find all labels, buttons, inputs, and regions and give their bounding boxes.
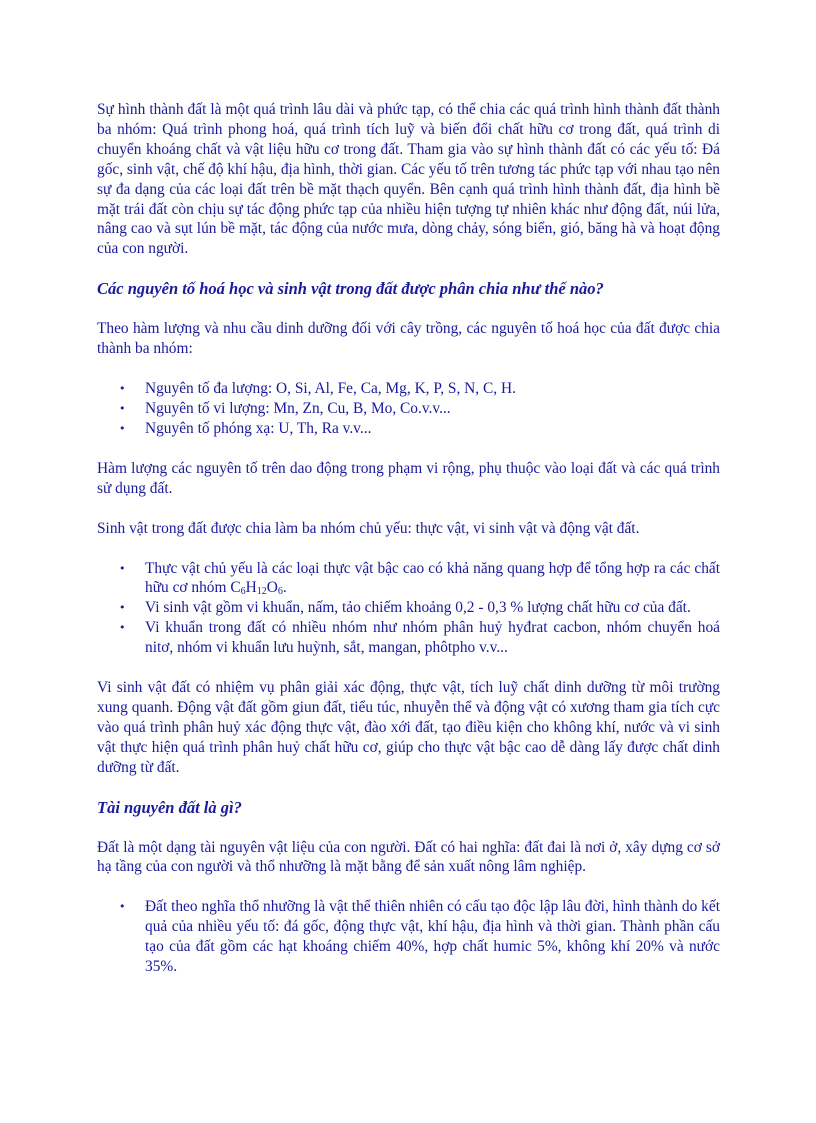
- bullet-icon: •: [119, 601, 126, 615]
- paragraph-element-groups: Theo hàm lượng và nhu cầu dinh dưỡng đối với cây trồng, các nguyên tố hoá học của đất được chia thành ba nhóm:: [97, 320, 720, 358]
- element-groups-list: [97, 379, 720, 439]
- list-item: [97, 399, 720, 419]
- bullet-icon: •: [119, 401, 126, 415]
- paragraph-organism-groups: Sinh vật trong đất được chia làm ba nhóm chủ yếu: thực vật, vi sinh vật và động vật đất.: [97, 519, 640, 537]
- list-item: [97, 379, 720, 399]
- paragraph-element-range: Hàm lượng các nguyên tố trên dao động trong phạm vi rộng, phụ thuộc vào loại đất và các quá trình sử dụng đất.: [97, 459, 720, 497]
- list-item-text: Thực vật chủ yếu là các loại thực vật bậc cao có khả năng quang hợp để tổng hợp ra các chất hữu cơ nhóm: [145, 559, 720, 597]
- organism-groups-list: [97, 559, 720, 659]
- bullet-icon: •: [119, 421, 126, 435]
- list-item: [97, 598, 720, 618]
- paragraph-soil-microorganisms: Vi sinh vật đất có nhiệm vụ phân giải xác động, thực vật, tích luỹ chất dinh dưỡng từ môi trường xung quanh. Động vật đất gồm giun đất, tiểu túc, nhuyễn thể và động vật có xương tham gia tích cực vào quá trình phân huỷ xác động thực vật, đào xới đất, tạo điều kiện cho không khí, nước và vi sinh vật thực hiện quá trình phân huỷ chất hữu cơ, giúp cho thực vật bậc cao dễ dàng lấy được chất dinh dưỡng từ đất.: [97, 679, 720, 776]
- document-page: [97, 100, 720, 977]
- bullet-icon: •: [119, 621, 126, 635]
- list-item: [97, 618, 720, 658]
- bullet-icon: •: [119, 900, 126, 914]
- intro-paragraph: Sự hình thành đất là một quá trình lâu dài và phức tạp, có thể chia các quá trình hình thành đất thành ba nhóm: Quá trình phong hoá, quá trình tích luỹ và biến đổi chất hữu cơ trong đất, quá trình di chuyển khoáng chất và vật liệu hữu cơ trong đất. Tham gia vào sự hình thành đất có các yếu tố: Đá gốc, sinh vật, chế độ khí hậu, địa hình, thời gian. Các yếu tố trên tương tác phức tạp với nhau tạo nên sự đa dạng của các loại đất trên bề mặt thạch quyển. Bên cạnh quá trình hình thành đất, địa hình bề mặt trái đất còn chịu sự tác động phức tạp của nhiều hiện tượng tự nhiên khác như động đất, núi lửa, nâng cao và sụt lún bề mặt, tác động của nước mưa, dòng chảy, sóng biển, gió, băng hà và hoạt động của con người.: [97, 101, 720, 258]
- list-item-text: Nguyên tố đa lượng: O, Si, Al, Fe, Ca, Mg, K, P, S, N, C, H.: [145, 380, 516, 398]
- list-item: [97, 419, 720, 439]
- list-item-text: Vi khuẩn trong đất có nhiều nhóm như nhóm phân huỷ hyđrat cacbon, nhóm chuyển hoá nitơ, nhóm vi khuẩn lưu huỳnh, sắt, mangan, phôtpho v.v...: [145, 619, 720, 657]
- chemical-formula: $C_6H_{12}O_6$.: [230, 579, 287, 598]
- list-item-text: Nguyên tố phóng xạ: U, Th, Ra v.v...: [145, 419, 372, 437]
- list-item-text: Đất theo nghĩa thổ nhưỡng là vật thể thiên nhiên có cấu tạo độc lập lâu đời, hình thành do kết quả của nhiều yếu tố: đá gốc, động thực vật, khí hậu, địa hình và thời gian. Thành phần cấu tạo của đất gồm các hạt khoáng chiếm 40%, hợp chất humic 5%, không khí 20% và nước 35%.: [145, 898, 720, 976]
- list-item-text: Nguyên tố vi lượng: Mn, Zn, Cu, B, Mo, Co.v.v...: [145, 399, 451, 417]
- heading-soil-resource: Tài nguyên đất là gì?: [97, 797, 242, 817]
- list-item-text: Vi sinh vật gồm vi khuẩn, nấm, tảo chiếm khoảng 0,2 - 0,3 % lượng chất hữu cơ của đất.: [145, 599, 691, 617]
- list-item: [97, 559, 720, 599]
- bullet-icon: •: [119, 382, 126, 396]
- list-item: [97, 897, 720, 977]
- soil-meaning-list: [97, 897, 720, 977]
- bullet-icon: •: [119, 561, 126, 575]
- heading-elements-organisms: Các nguyên tố hoá học và sinh vật trong đất được phân chia như thế nào?: [97, 279, 604, 299]
- paragraph-soil-definition: Đất là một dạng tài nguyên vật liệu của con người. Đất có hai nghĩa: đất đai là nơi ở, xây dựng cơ sở hạ tầng của con người và thổ nhưỡng là mặt bằng để sản xuất nông lâm nghiệp.: [97, 838, 720, 876]
